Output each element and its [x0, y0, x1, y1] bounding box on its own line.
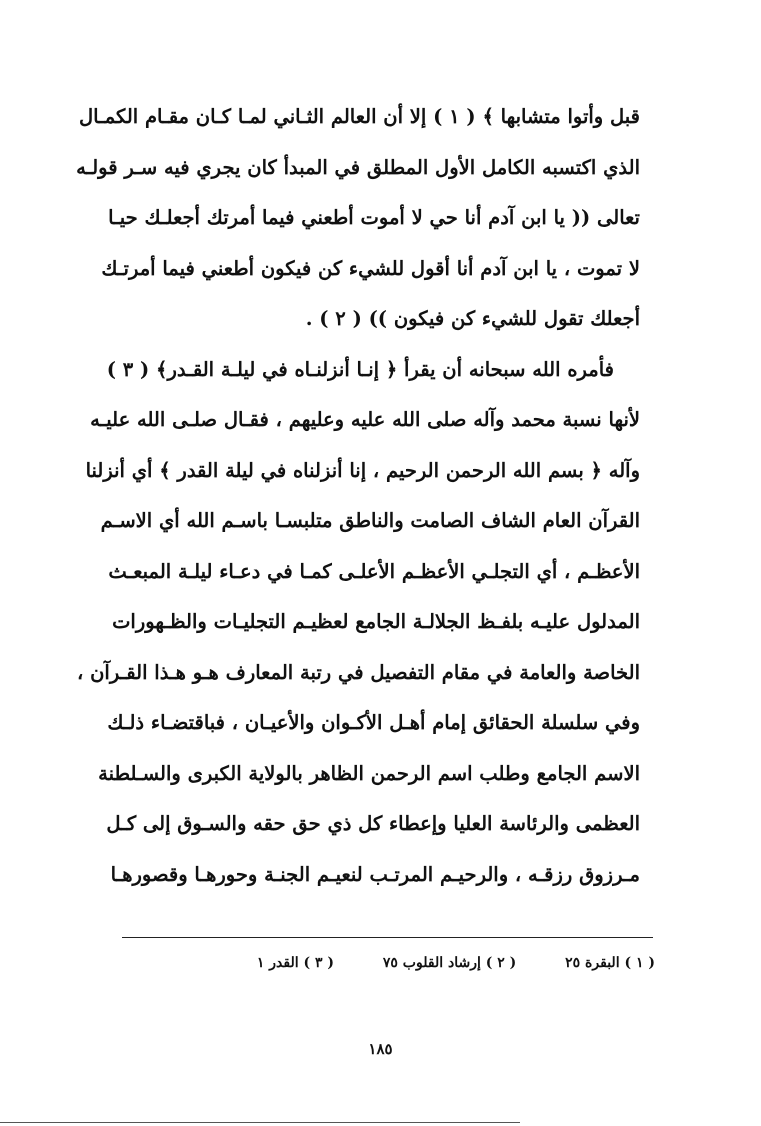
scan-edge-line — [0, 1122, 520, 1123]
footnote-divider — [122, 937, 653, 938]
text-line-7: لأنها نسبة محمد وآله صلى الله عليه وعليهم ، فقـال صلـى الله عليـه — [90, 408, 640, 431]
text-line-6: فأمره الله سبحانه أن يقرأ ﴿ إنـا أنزلنـاه في ليلـة القـدر﴾ ( ٣ ) — [106, 357, 614, 381]
text-line-10: الأعظـم ، أي التجلـي الأعظـم الأعلـى كمـا في دعـاء ليلـة المبعـث — [108, 559, 640, 583]
text-line-9: القرآن العام الشاف الصامت والناطق متلبسـا باسـم الله أي الاسـم — [100, 509, 640, 532]
footnotes — [200, 950, 655, 976]
footnote-2: ( ٢ ) إرشاد القلوب ٧٥ — [382, 955, 517, 971]
text-line-14: الاسم الجامع وطلب اسم الرحمن الظاهر بالولاية الكبرى والسـلطنة — [98, 761, 640, 785]
text-line-12: الخاصة والعامة في مقام التفصيل في رتبة المعارف هـو هـذا القـرآن ، — [77, 660, 640, 684]
footnote-3: ( ٣ ) القدر ١ — [256, 955, 335, 971]
text-line-15: العظمى والرئاسة العليا وإعطاء كل ذي حق حقه والسـوق إلى كـل — [106, 812, 640, 835]
text-line-5: أجعلك تقول للشيء كن فيكون )) ( ٢ ) . — [305, 307, 640, 330]
text-line-16: مـرزوق رزقـه ، والرحيـم المرتـب لنعيـم الجنـة وحورهـا وقصورهـا — [110, 862, 640, 886]
text-line-4: لا تموت ، يا ابن آدم أنا أقول للشيء كن فيكون أطعني فيما أمرتـك — [101, 256, 640, 280]
text-line-11: المدلول عليـه بلفـظ الجلالـة الجامع لعظيـم التجليـات والظـهورات — [112, 610, 640, 633]
text-line-3: تعالى (( يا ابن آدم أنا حي لا أموت أطعني فيما أمرتك أجعلـك حيـا — [108, 206, 640, 229]
text-line-13: وفي سلسلة الحقائق إمام أهـل الأكـوان والأعيـان ، فباقتضـاء ذلـك — [107, 711, 640, 734]
text-line-8: وآله ﴿ بسم الله الرحمن الرحيم ، إنا أنزلناه في ليلة القدر ﴾ أي أنزلنا — [85, 458, 640, 482]
text-line-2: الذي اكتسبه الكامل الأول المطلق في المبدأ كان يجري فيه سـر قولـه — [76, 155, 640, 179]
footnote-1: ( ١ ) البقرة ٢٥ — [565, 955, 655, 971]
text-line-1: قبل وأتوا متشابها ﴾ ( ١ ) إلا أن العالم الثـاني لمـا كـان مقـام الكمـال — [78, 105, 640, 128]
page-number: ١٨٥ — [368, 1040, 393, 1058]
main-text — [76, 92, 640, 900]
